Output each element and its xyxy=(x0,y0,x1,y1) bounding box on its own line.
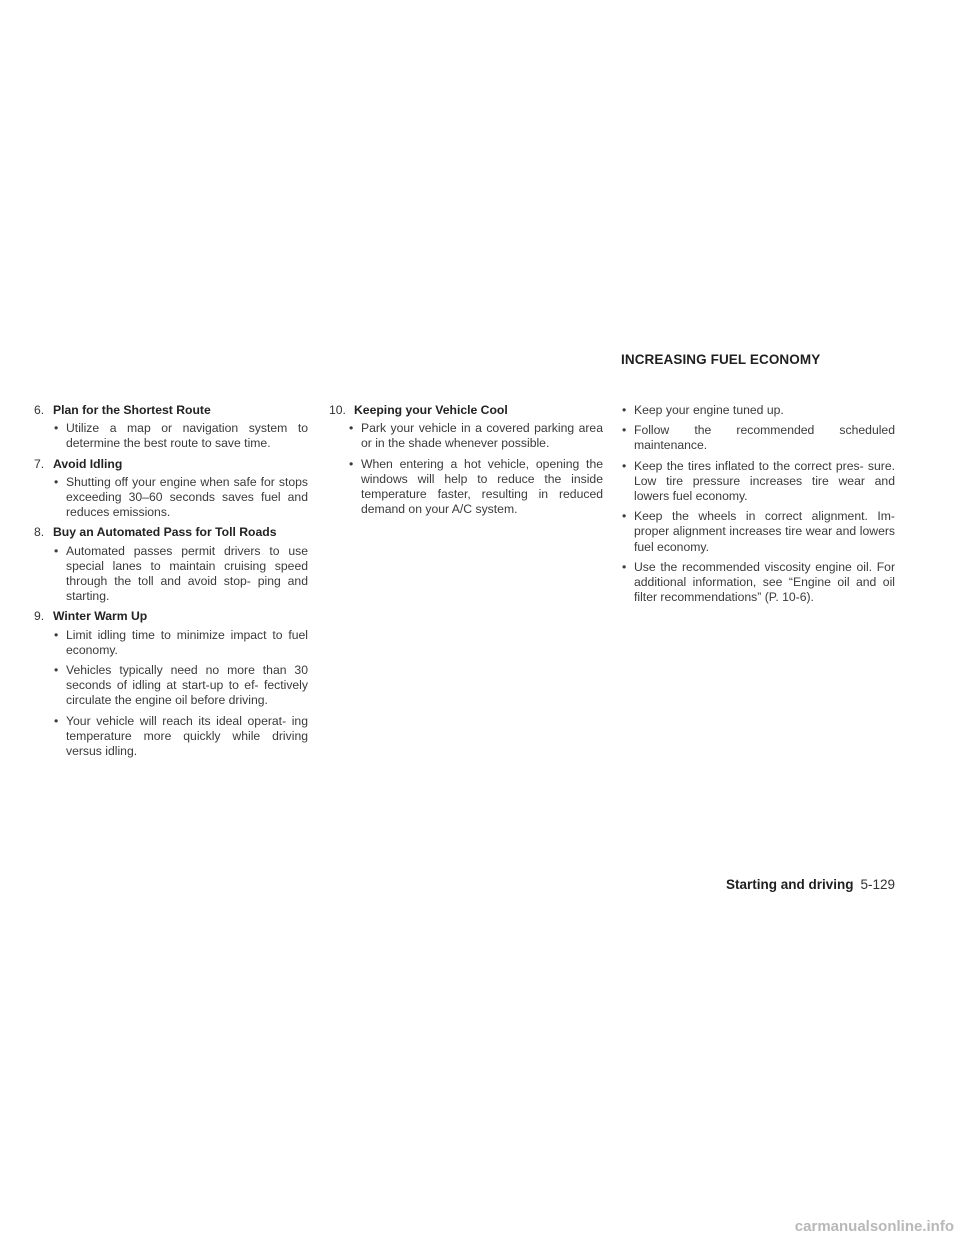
tip-item xyxy=(34,457,308,521)
bullet-list xyxy=(348,421,603,517)
bullet-list xyxy=(53,475,308,521)
tip-heading xyxy=(34,403,308,418)
tip-heading xyxy=(34,609,308,624)
page-footer xyxy=(726,877,895,892)
bullet-item: • Utilize a map or navigation system to determine the best route to save time. xyxy=(53,421,308,451)
bullet-item: • Automated passes permit drivers to use special lanes to maintain cruising speed through the toll and avoid stop- ping and starting. xyxy=(53,544,308,605)
bullet-item: • Keep the tires inflated to the correct pres- sure. Low tire pressure increases tire wear and lowers fuel economy. xyxy=(621,459,895,505)
tip-title: Keeping your Vehicle Cool xyxy=(354,403,508,417)
column-middle xyxy=(329,403,603,522)
tip-heading xyxy=(34,457,308,472)
footer-page-number: 5-129 xyxy=(860,877,895,892)
tip-number: 6. xyxy=(34,403,45,417)
tip-number: 7. xyxy=(34,456,45,471)
tip-heading xyxy=(329,403,603,418)
tip-item xyxy=(34,609,308,759)
tip-number: 10. xyxy=(329,403,346,417)
tip-number: 9. xyxy=(34,609,45,624)
bullet-item: • Park your vehicle in a covered parking area or in the shade whenever possible. xyxy=(348,421,603,451)
tip-item xyxy=(34,525,308,604)
tip-title: Plan for the Shortest Route xyxy=(53,403,211,417)
tip-title: Avoid Idling xyxy=(53,456,123,471)
footer-chapter-title: Starting and driving xyxy=(725,877,854,892)
bullet-item: • Shutting off your engine when safe for stops exceeding 30–60 seconds saves fuel and reduces emissions. xyxy=(53,475,308,521)
tip-heading xyxy=(34,525,308,540)
bullet-item: • Follow the recommended scheduled maintenance. xyxy=(621,423,895,453)
bullet-list xyxy=(621,403,895,605)
bullet-item: • Keep the wheels in correct alignment. Im- proper alignment increases tire wear and lowers fuel economy. xyxy=(621,509,895,555)
bullet-item: • Keep your engine tuned up. xyxy=(621,403,895,418)
bullet-item: • Limit idling time to minimize impact to fuel economy. xyxy=(53,628,308,658)
tip-title: Buy an Automated Pass for Toll Roads xyxy=(53,525,277,540)
bullet-item: • When entering a hot vehicle, opening the windows will help to reduce the inside temperature faster, resulting in reduced demand on your A/C system. xyxy=(348,457,603,518)
tip-number: 8. xyxy=(34,525,45,540)
tip-item xyxy=(34,403,308,452)
bullet-item: • Use the recommended viscosity engine oil. For additional information, see “Engine oil and oil filter recommendations” (P. 10-6). xyxy=(621,560,895,606)
column-left xyxy=(34,403,308,764)
bullet-list xyxy=(53,421,308,451)
bullet-item: • Your vehicle will reach its ideal operat- ing temperature more quickly while driving versus idling. xyxy=(53,714,308,760)
tip-title: Winter Warm Up xyxy=(53,609,148,624)
column-right xyxy=(621,403,895,610)
bullet-item: • Vehicles typically need no more than 30 seconds of idling at start-up to ef- fectively circulate the engine oil before driving. xyxy=(53,663,308,709)
section-title: INCREASING FUEL ECONOMY xyxy=(621,352,821,367)
bullet-list xyxy=(53,544,308,605)
tip-item xyxy=(329,403,603,517)
bullet-list xyxy=(53,628,308,760)
watermark: carmanualsonline.info xyxy=(794,1218,954,1235)
